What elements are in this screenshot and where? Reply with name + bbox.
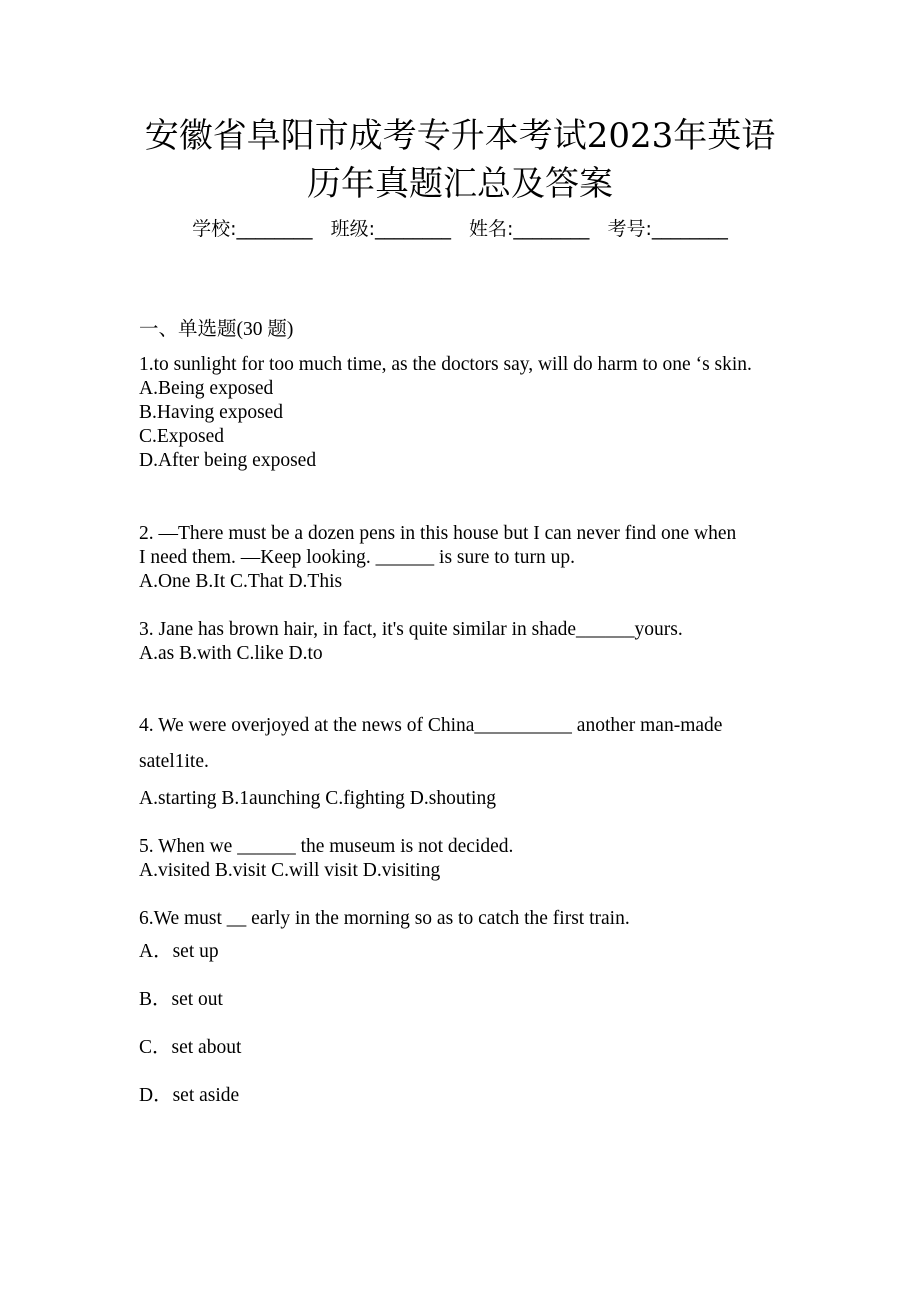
question-1-option-b: B.Having exposed [139,402,284,423]
question-1-option-a: A.Being exposed [139,378,274,399]
question-2-stem-line-1: 2. —There must be a dozen pens in this house but I can never find one when [139,523,737,544]
question-1-stem: 1.to sunlight for too much time, as the doctors say, will do harm to one ‘s skin. [139,354,752,375]
question-2-options: A.One B.It C.That D.This [139,571,343,592]
question-6-option-d: D．set aside [139,1085,240,1106]
name-field: 姓名:________ [469,218,590,240]
question-6-stem: 6.We must __ early in the morning so as to catch the first train. [139,908,630,929]
class-field: 班级:________ [330,218,451,240]
question-6-option-a: A．set up [139,941,219,962]
question-3-stem: 3. Jane has brown hair, in fact, it's quite similar in shade______yours. [139,619,683,640]
exam-number-field: 考号:________ [607,218,728,240]
section-heading: 一、单选题(30 题) [139,319,294,340]
question-4-stem-line-1: 4. We were overjoyed at the news of China__________ another man-made [139,715,723,736]
question-4-stem-line-2: satel1ite. [139,751,209,772]
question-6-option-c: C．set about [139,1037,242,1058]
question-6-option-b: B．set out [139,989,223,1010]
document-title-line-2: 历年真题汇总及答案 [307,164,613,204]
question-2-stem-line-2: I need them. —Keep looking. ______ is sure to turn up. [139,547,575,568]
question-5-options: A.visited B.visit C.will visit D.visiting [139,860,441,881]
school-field: 学校:________ [192,218,313,240]
question-5-stem: 5. When we ______ the museum is not decided. [139,836,514,857]
question-3-options: A.as B.with C.like D.to [139,643,323,664]
question-1-option-d: D.After being exposed [139,450,317,471]
student-info-row [0,215,920,243]
question-4-options: A.starting B.1aunching C.fighting D.shouting [139,788,496,809]
question-1-option-c: C.Exposed [139,426,225,447]
document-title-line-1: 安徽省阜阳市成考专升本考试2023年英语 [144,116,776,156]
